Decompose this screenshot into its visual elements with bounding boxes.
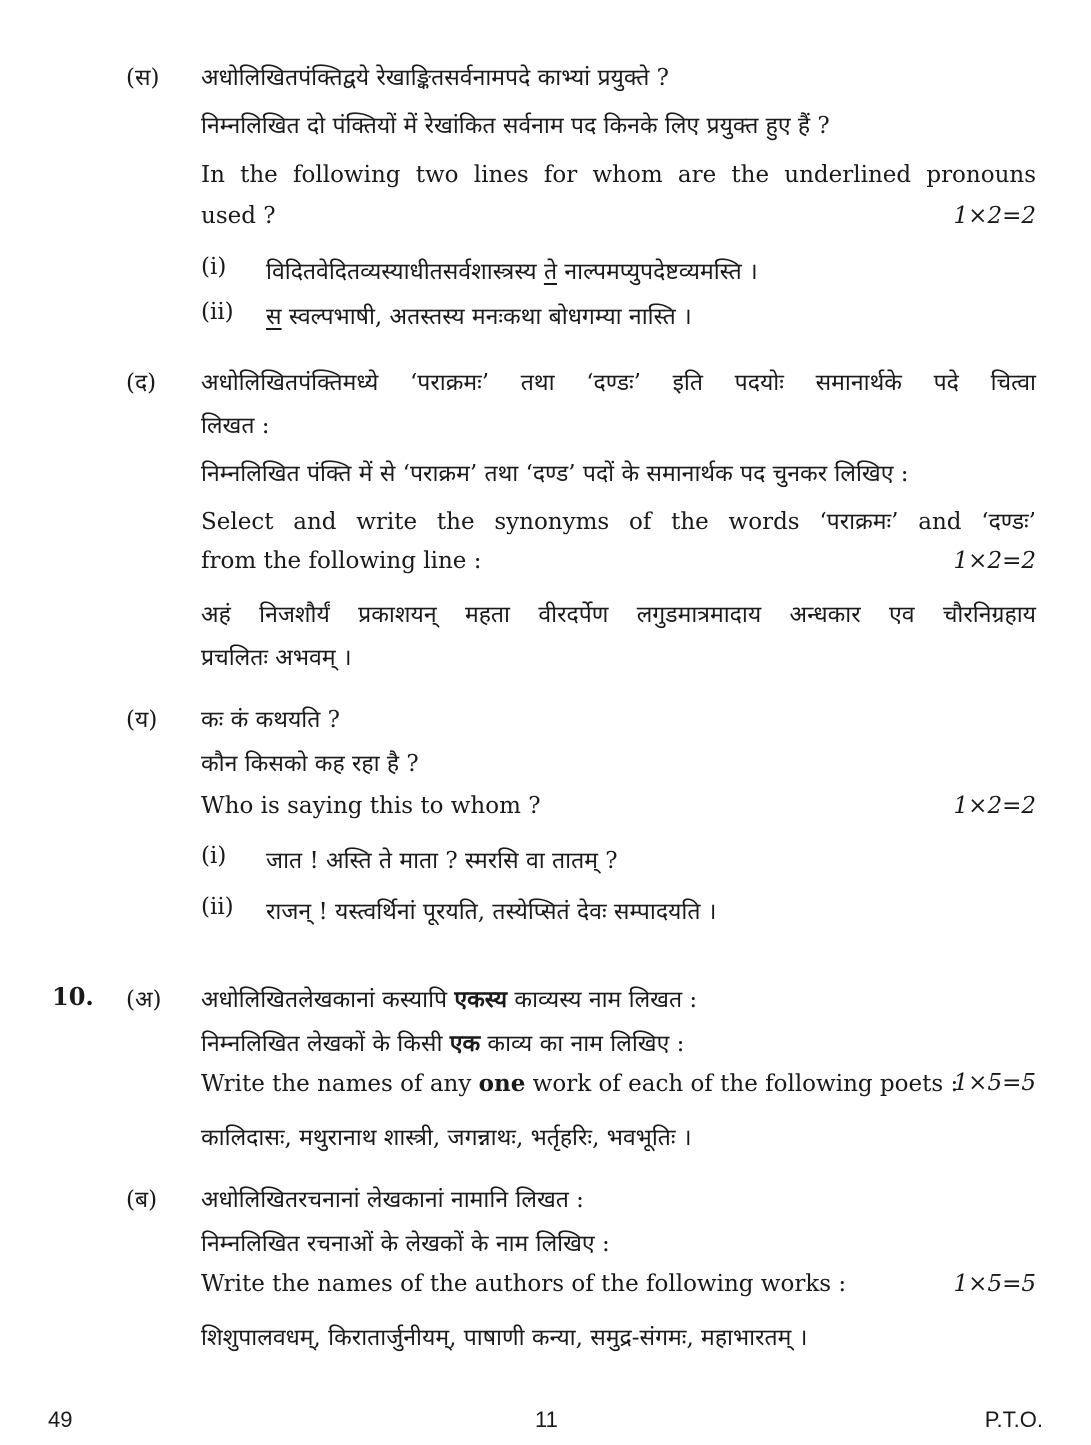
da-passage-line2: प्रचलितः अभवम् । [201, 645, 352, 671]
sa-item-i-text: विदितवेदितव्यस्याधीतसर्वशास्त्रस्य ते नाल्पमप्युपदेष्टव्यमस्ति । [266, 259, 758, 285]
ya-item-ii-text: राजन् ! यस्त्वर्थिनां पूरयति, तस्येप्सितं देवः सम्पादयति । [266, 899, 717, 925]
da-passage-line1: अहं निजशौर्यं प्रकाशयन् महता वीरदर्पेण लगुडमात्रमादाय अन्धकार एव चौरनिग्रहाय [201, 602, 1036, 628]
q10b-hindi-question: निम्नलिखित रचनाओं के लेखकों के नाम लिखिए : [201, 1231, 610, 1257]
q10a-hindi-question: निम्नलिखित लेखकों के किसी एक काव्य का नाम लिखिए : [201, 1030, 685, 1057]
page-number: 11 [535, 1407, 558, 1432]
q10b-sanskrit-question: अधोलिखितरचनानां लेखकानां नामानि लिखत : [201, 1187, 584, 1213]
question-number-10: 10. [52, 982, 94, 1011]
ya-item-i-label: (i) [201, 843, 227, 869]
paper-code: 49 [48, 1407, 73, 1432]
please-turn-over: P.T.O. [984, 1407, 1043, 1432]
part-label-b: (ब) [126, 1187, 158, 1213]
ya-sanskrit-question: कः कं कथयति ? [201, 707, 341, 733]
q10b-english-question: Write the names of the authors of the following works : [201, 1271, 847, 1297]
ya-item-ii-label: (ii) [201, 894, 234, 920]
da-marks: 1×2=2 [953, 548, 1036, 574]
sa-english-question-line1: In the following two lines for whom are the underlined pronouns [201, 162, 1036, 188]
part-label-sa: (स) [126, 65, 160, 91]
da-english-question-line1: Select and write the synonyms of the words ‘पराक्रमः’ and ‘दण्डः’ [201, 509, 1036, 535]
part-label-a: (अ) [126, 987, 162, 1013]
q10a-poet-list: कालिदासः, मथुरानाथ शास्त्री, जगन्नाथः, भर्तृहरिः, भवभूतिः । [201, 1125, 692, 1151]
q10b-marks: 1×5=5 [953, 1271, 1036, 1297]
da-english-question-line2: from the following line : [201, 548, 482, 574]
q10b-works-list: शिशुपालवधम्, किरातार्जुनीयम्, पाषाणी कन्या, समुद्र-संगमः, महाभारतम् । [201, 1325, 808, 1351]
q10a-sanskrit-question: अधोलिखितलेखकानां कस्यापि एकस्य काव्यस्य नाम लिखत : [201, 986, 698, 1013]
sa-sanskrit-question: अधोलिखितपंक्तिद्वये रेखाङ्कितसर्वनामपदे काभ्यां प्रयुक्ते ? [201, 65, 669, 91]
sa-item-i-label: (i) [201, 254, 227, 280]
ya-marks: 1×2=2 [953, 793, 1036, 819]
ya-english-question: Who is saying this to whom ? [201, 793, 541, 819]
sa-english-question-line2: used ? [201, 203, 276, 229]
da-sanskrit-question-line1: अधोलिखितपंक्तिमध्ये ‘पराक्रमः’ तथा ‘दण्डः’ इति पदयोः समानार्थके पदे चित्वा [201, 370, 1036, 396]
sa-item-ii-label: (ii) [201, 299, 234, 325]
sa-marks: 1×2=2 [953, 203, 1036, 229]
da-sanskrit-question-line2: लिखत : [201, 413, 270, 439]
part-label-ya: (य) [126, 707, 158, 733]
underlined-pronoun: स [266, 304, 282, 330]
ya-item-i-text: जात ! अस्ति ते माता ? स्मरसि वा तातम् ? [266, 848, 618, 874]
da-hindi-question: निम्नलिखित पंक्ति में से ‘पराक्रम’ तथा ‘दण्ड’ पदों के समानार्थक पद चुनकर लिखिए : [201, 461, 909, 487]
q10a-english-question: Write the names of any one work of each of the following poets : [201, 1070, 959, 1097]
q10a-marks: 1×5=5 [953, 1070, 1036, 1096]
part-label-da: (द) [126, 370, 157, 396]
underlined-pronoun: ते [543, 259, 558, 285]
sa-hindi-question: निम्नलिखित दो पंक्तियों में रेखांकित सर्वनाम पद किनके लिए प्रयुक्त हुए हैं ? [201, 113, 830, 139]
ya-hindi-question: कौन किसको कह रहा है ? [201, 751, 419, 777]
sa-item-ii-text: स स्वल्पभाषी, अतस्तस्य मनःकथा बोधगम्या नास्ति । [266, 304, 692, 330]
